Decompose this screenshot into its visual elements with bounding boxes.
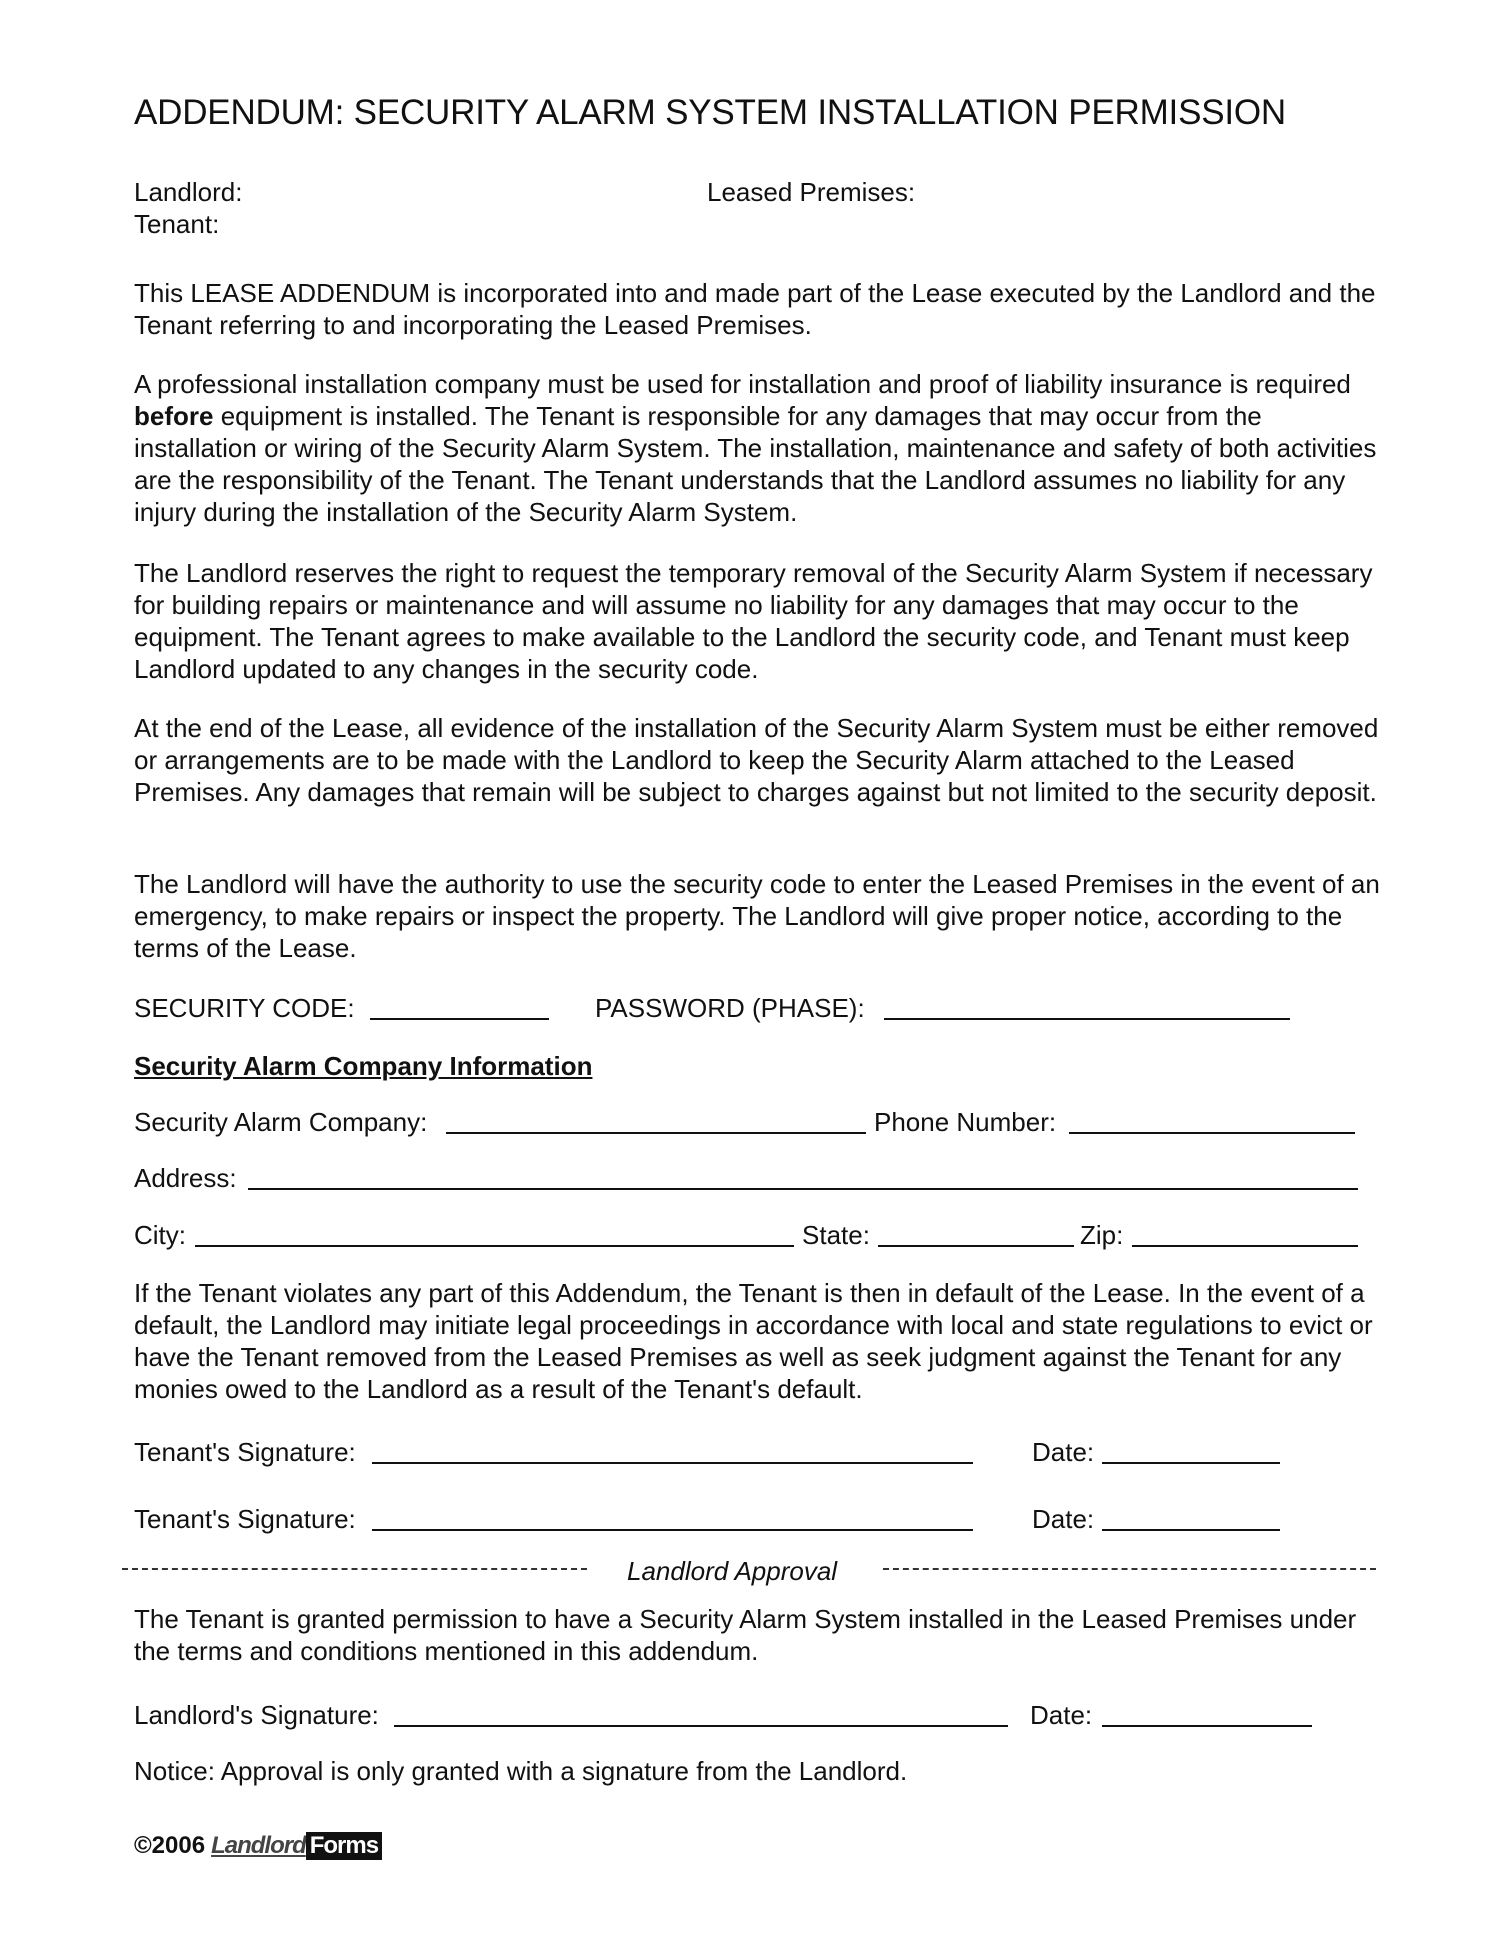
footer-logo	[134, 1832, 382, 1860]
landlord-label: Landlord:	[134, 177, 243, 207]
logo-landlord: Landlord	[211, 1832, 306, 1859]
tenant-signature-field[interactable]	[372, 1462, 973, 1464]
password-field[interactable]	[884, 1018, 1290, 1020]
password-label: PASSWORD (PHASE):	[595, 993, 865, 1023]
paragraph-incorporation: This LEASE ADDENDUM is incorporated into and made part of the Lease executed by the Landlord and the Tenant referring to and incorporating the Leased Premises.	[134, 278, 1376, 340]
text: equipment is installed. The Tenant is responsible for any damages that may occur from the installation or wiring of the Security Alarm System. The installation, maintenance and safety of both activities are the responsibility of the Tenant. The Tenant understands that the Landlord assumes no liability for any injury during the installation of the Security Alarm System.	[134, 401, 1377, 527]
paragraph-default: If the Tenant violates any part of this Addendum, the Tenant is then in default of the Lease. In the event of a default, the Landlord may initiate legal proceedings in accordance with local and state regulations to evict or have the Tenant removed from the Leased Premises as well as seek judgment against the Tenant for any monies owed to the Landlord as a result of the Tenant's default.	[134, 1278, 1373, 1404]
security-code-label: SECURITY CODE:	[134, 993, 355, 1023]
security-code-field[interactable]	[370, 1018, 549, 1020]
logo-forms: Forms	[306, 1832, 382, 1860]
date-label-2: Date:	[1032, 1504, 1095, 1534]
company-field[interactable]	[446, 1132, 866, 1134]
city-label: City:	[134, 1220, 186, 1250]
state-field[interactable]	[878, 1245, 1074, 1247]
company-info-heading: Security Alarm Company Information	[134, 1051, 593, 1081]
bold-text: before	[134, 401, 214, 431]
tenant-label: Tenant:	[134, 209, 220, 239]
state-label: State:	[802, 1220, 870, 1250]
paragraph-authority: The Landlord will have the authority to use the security code to enter the Leased Premises in the event of an emergency, to make repairs or inspect the property. The Landlord will give proper notice, according to the terms of the Lease.	[134, 869, 1380, 963]
landlord-signature-label: Landlord's Signature:	[134, 1700, 379, 1730]
city-field[interactable]	[195, 1245, 794, 1247]
paragraph-permission: The Tenant is granted permission to have a Security Alarm System installed in the Leased Premises under the terms and conditions mentioned in this addendum.	[134, 1604, 1357, 1666]
paragraph-installation	[134, 368, 1384, 528]
landlord-date-field[interactable]	[1102, 1725, 1312, 1727]
company-label: Security Alarm Company:	[134, 1107, 428, 1137]
landlord-approval-heading: Landlord Approval	[627, 1556, 838, 1586]
approval-notice: Notice: Approval is only granted with a signature from the Landlord.	[134, 1756, 908, 1786]
text: A professional installation company must be used for installation and proof of liability insurance is required	[134, 369, 1351, 399]
tenant-signature-label-2: Tenant's Signature:	[134, 1504, 356, 1534]
address-label: Address:	[134, 1163, 237, 1193]
tenant-signature-field-2[interactable]	[372, 1529, 973, 1531]
divider-right	[883, 1568, 1376, 1570]
phone-field[interactable]	[1069, 1132, 1355, 1134]
paragraph-removal: The Landlord reserves the right to request the temporary removal of the Security Alarm System if necessary for building repairs or maintenance and will assume no liability for any damages that may occur to the equipment. The Tenant agrees to make available to the Landlord the security code, and Tenant must keep Landlord updated to any changes in the security code.	[134, 558, 1373, 684]
date-label: Date:	[1032, 1437, 1095, 1467]
tenant-date-field-2[interactable]	[1102, 1529, 1280, 1531]
copyright-text: ©2006	[134, 1832, 206, 1859]
leased-premises-label: Leased Premises:	[707, 177, 916, 207]
tenant-signature-label: Tenant's Signature:	[134, 1437, 356, 1467]
tenant-date-field[interactable]	[1102, 1462, 1280, 1464]
paragraph-end-of-lease: At the end of the Lease, all evidence of the installation of the Security Alarm System must be either removed or arrangements are to be made with the Landlord to keep the Security Alarm attached to the Leased Premises. Any damages that remain will be subject to charges against but not limited to the security deposit.	[134, 713, 1379, 807]
divider-left	[122, 1568, 587, 1570]
document-title: ADDENDUM: SECURITY ALARM SYSTEM INSTALLATION PERMISSION	[134, 93, 1286, 132]
address-field[interactable]	[248, 1188, 1358, 1190]
landlord-date-label: Date:	[1030, 1700, 1093, 1730]
landlord-signature-field[interactable]	[394, 1725, 1008, 1727]
zip-field[interactable]	[1132, 1245, 1358, 1247]
zip-label: Zip:	[1080, 1220, 1124, 1250]
phone-label: Phone Number:	[874, 1107, 1057, 1137]
